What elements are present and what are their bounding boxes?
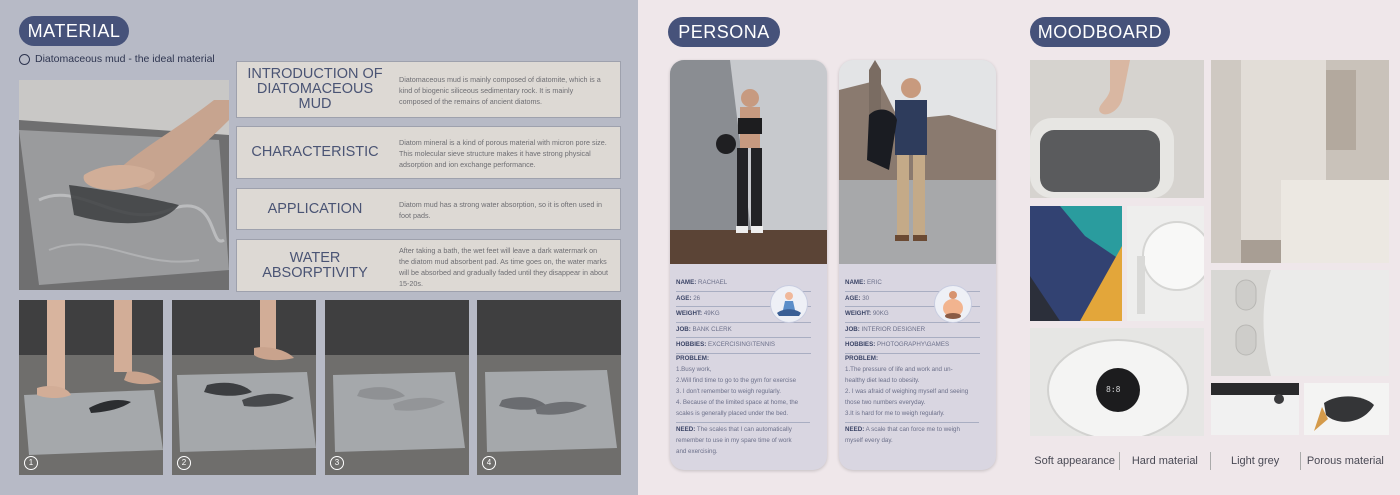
mood-hand-speaker <box>1030 60 1204 198</box>
label-hard-material: Hard material <box>1131 455 1198 467</box>
label-porous-material: Porous material <box>1306 455 1384 467</box>
step-number-3: 3 <box>330 456 344 470</box>
mood-color-blocks <box>1030 206 1122 321</box>
rachael-name: RACHAEL <box>698 279 728 286</box>
mood-dark-object <box>1304 383 1389 435</box>
rachael-job: BANK CLERK <box>692 325 732 333</box>
rachael-weight: 49KG <box>703 310 720 317</box>
water-absorptivity-section <box>236 239 621 292</box>
application-section <box>236 188 621 230</box>
application-title: APPLICATION <box>267 200 363 217</box>
step-number-4: 4 <box>482 456 496 470</box>
divider <box>676 422 810 423</box>
rachael-info: NAME: RACHAEL AGE: 26 WEIGHT: 49KG JOB: BANK CLERK HOBBIES: EXCERCISING\TENNIS <box>676 276 811 354</box>
material-subtitle <box>19 53 215 65</box>
divider <box>845 422 979 423</box>
scale-display: 8:8 <box>1106 385 1121 394</box>
intro-text: Diatomaceous mud is mainly composed of diatomite, which is a kind of biogenic siliceous sedimentary rock. It is mainly composed of the remains of ancient diatoms. <box>399 75 601 106</box>
label-soft-appearance: Soft appearance <box>1034 455 1115 467</box>
mood-buttons <box>1211 270 1389 376</box>
moodboard-title: MOODBOARD <box>1030 17 1170 47</box>
rachael-photo <box>670 60 827 264</box>
eric-problem: PROBLEM: 1.The pressure of life and work and un- healthy diet lead to obesity. 2. I was afraid of weighing myself and seeing those two numbers everyday. 3.It is hard for me to weigh regularly. <box>845 355 969 417</box>
eric-job: INTERIOR DESIGNER <box>861 325 926 333</box>
step-photo-4 <box>477 300 621 475</box>
characteristic-section <box>236 126 621 179</box>
step-photo-1 <box>19 300 163 475</box>
material-subtitle-text: Diatomaceous mud - the ideal material <box>35 53 215 65</box>
step-photo-3 <box>325 300 469 475</box>
moodboard-labels <box>1030 450 1390 472</box>
persona-card-rachael <box>670 60 827 470</box>
eric-photo <box>839 60 996 264</box>
mood-round-scale <box>1030 328 1204 436</box>
eric-weight: 90KG <box>872 310 889 317</box>
eric-hobbies: PHOTOGRAPHY\GAMES <box>877 341 950 348</box>
persona-title: PERSONA <box>668 17 780 47</box>
application-text: Diatom mud has a strong water absorption, so it is often used in foot pads. <box>399 200 602 220</box>
eric-name: ERIC <box>867 279 882 286</box>
water-absorptivity-title: WATER ABSORPTIVITY <box>262 249 368 281</box>
circle-bullet-icon <box>19 54 30 65</box>
mood-white-product <box>1127 206 1204 321</box>
eric-age: 30 <box>862 294 870 302</box>
eric-need: NEED: A scale that can force me to weigh myself every day. <box>845 426 960 444</box>
mood-perforated-box <box>1211 383 1299 435</box>
label-light-grey: Light grey <box>1230 455 1280 467</box>
material-title: MATERIAL <box>19 16 129 46</box>
water-absorptivity-text: After taking a bath, the wet feet will leave a dark watermark on the diatom mud absorbent pad. As time goes on, the water marks will be absorbed and gradually faded until they disappear in about 15-20s. <box>399 245 608 288</box>
rachael-age: 26 <box>693 294 701 302</box>
overweight-avatar-icon <box>934 285 972 323</box>
intro-title: INTRODUCTION OF DIATOMACEOUS MUD <box>247 66 383 112</box>
foot-on-mat-photo <box>19 80 229 290</box>
mood-interior <box>1211 60 1389 263</box>
intro-section <box>236 61 621 118</box>
yoga-avatar-icon <box>770 285 808 323</box>
persona-card-eric <box>839 60 996 470</box>
characteristic-text: Diatom mineral is a kind of porous material with micron pore size. This molecular sieve structure makes it have strong physical adsorption and ion exchange performance. <box>399 138 607 169</box>
rachael-need: NEED: The scales that I can automatically remember to use in my spare time of work and exercising. <box>676 426 792 455</box>
rachael-problem: PROBLEM: 1.Busy work, 2.Will find time to go to the gym for exercise 3. I don't remember to weigh regularly. 4. Because of the limited space at home, the scales is generally placed under the bed. <box>676 355 799 417</box>
step-number-1: 1 <box>24 456 38 470</box>
step-photo-2 <box>172 300 316 475</box>
eric-info: NAME: ERIC AGE: 30 WEIGHT: 90KG JOB: INTERIOR DESIGNER HOBBIES: PHOTOGRAPHY\GAMES <box>845 276 980 354</box>
rachael-hobbies: EXCERCISING\TENNIS <box>708 341 776 348</box>
characteristic-title: CHARACTERISTIC <box>251 144 379 160</box>
step-number-2: 2 <box>177 456 191 470</box>
